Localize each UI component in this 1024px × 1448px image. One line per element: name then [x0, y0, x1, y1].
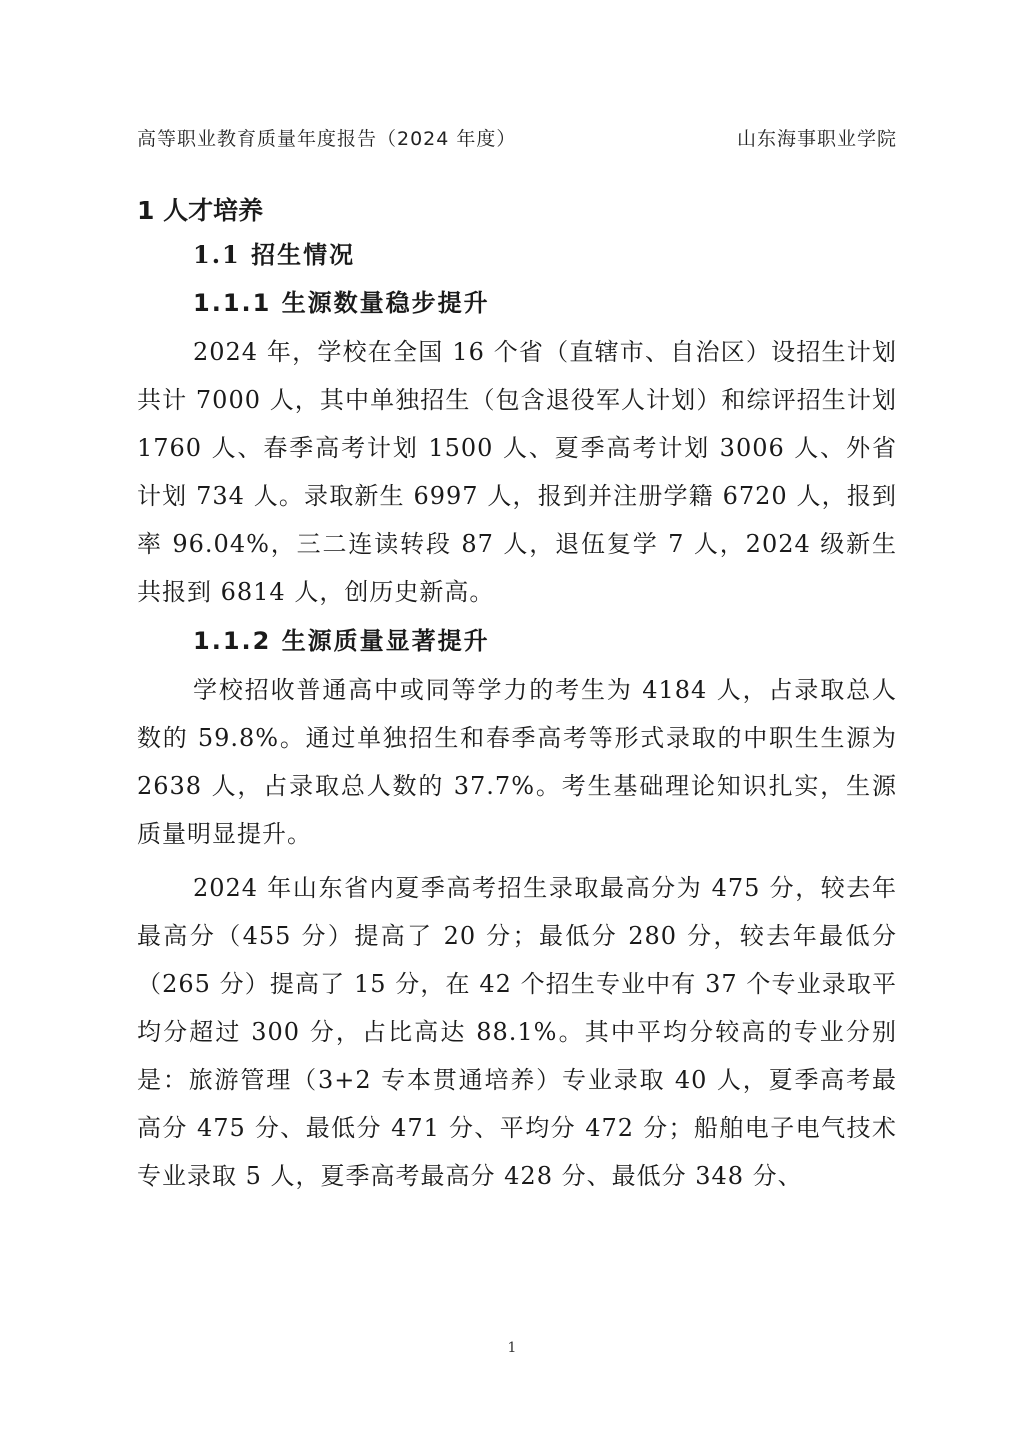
paragraph-student-background: 学校招收普通高中或同等学力的考生为 4184 人，占录取总人数的 59.8%。通过单独招生和春季高考等形式录取的中职生生源为 2638 人，占录取总人数的 37.7%。考生基础理论知识扎实，生源质量明显提升。	[137, 676, 897, 848]
part-heading-source-quality: 1.1.2 生源质量显著提升	[193, 627, 490, 655]
paragraph-admission-scores: 2024 年山东省内夏季高考招生录取最高分为 475 分，较去年最高分（455 分）提高了 20 分；最低分 280 分，较去年最低分（265 分）提高了 15 分，在 42 个招生专业中有 37 个专业录取平均分超过 300 分，占比高达 88.1%。其中平均分较高的专业分别是：旅游管理（3+2 专本贯通培养）专业录取 40 人，夏季高考最高分 475 分、最低分 471 分、平均分 472 分；船舶电子电气技术专业录取 5 人，夏季高考最高分 428 分、最低分 348 分、	[137, 874, 897, 1190]
section-title: 1 人才培养	[137, 196, 264, 225]
part-heading-source-quantity: 1.1.1 生源数量稳步提升	[193, 289, 490, 317]
running-header	[137, 124, 897, 154]
report-title: 高等职业教育质量年度报告（2024 年度）	[137, 128, 517, 150]
document-body	[137, 190, 897, 1200]
page-number: 1	[507, 1340, 517, 1356]
institution-name: 山东海事职业学院	[736, 128, 897, 150]
paragraph-enrollment-plan: 2024 年，学校在全国 16 个省（直辖市、自治区）设招生计划共计 7000 人，其中单独招生（包含退役军人计划）和综评招生计划 1760 人、春季高考计划 1500 人、夏季高考计划 3006 人、外省计划 734 人。录取新生 6997 人，报到并注册学籍 6720 人，报到率 96.04%，三二连读转段 87 人，退伍复学 7 人，2024 级新生共报到 6814 人，创历史新高。	[137, 338, 897, 606]
subsection-title: 1.1 招生情况	[193, 240, 356, 269]
